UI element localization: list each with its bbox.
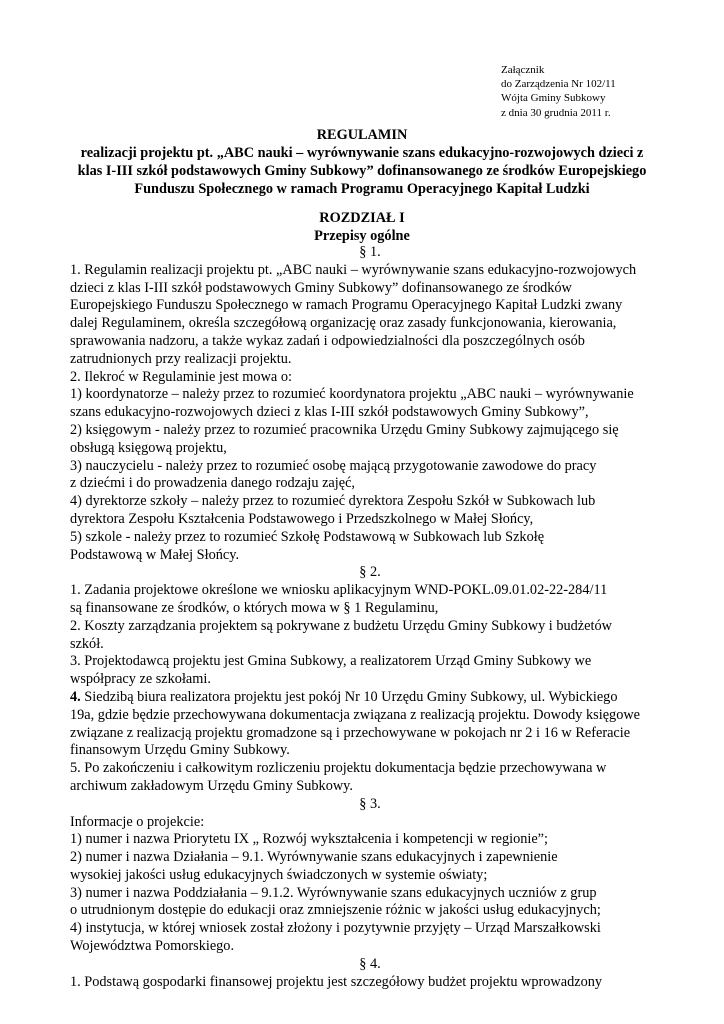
text-line: Podstawową w Małej Słońcy. xyxy=(70,546,240,563)
text-line: są finansowane ze środków, o których mowa w § 1 Regulaminu, xyxy=(70,599,439,616)
text-line: 2) księgowym - należy przez to rozumieć pracownika Urzędu Gminy Subkowy zajmującego się xyxy=(70,421,619,438)
text-line: 1) numer i nazwa Priorytetu IX „ Rozwój wykształcenia i kompetencji w regionie”; xyxy=(70,831,548,848)
text-line: zatrudnionych przy realizacji projektu. xyxy=(70,350,292,367)
document-subtitle-line: Funduszu Społecznego w ramach Programu Operacyjnego Kapitał Ludzki xyxy=(134,181,590,197)
text-line: 3) nauczycielu - należy przez to rozumieć osobę mającą przygotowanie zawodowe do pracy xyxy=(70,457,597,474)
text-line: sprawowania nadzoru, a także wykaz zadań i odpowiedzialności dla poszczególnych osób xyxy=(70,332,585,349)
text-line: 1. Regulamin realizacji projektu pt. „ABC nauki – wyrównywanie szans edukacyjno-rozwojowych xyxy=(70,261,637,278)
attachment-note xyxy=(501,63,616,120)
chapter-heading xyxy=(60,209,664,245)
attachment-line: Załącznik xyxy=(501,64,545,76)
section-marker: § 3. xyxy=(359,795,381,812)
text-line: 2. Ilekroć w Regulaminie jest mowa o: xyxy=(70,368,292,385)
document-subtitle-line: klas I-III szkół podstawowych Gminy Subkowy” dofinansowanego ze środków Europejskiego xyxy=(77,163,647,179)
section-marker: § 4. xyxy=(359,955,381,972)
text-line: Europejskiego Funduszu Społecznego w ramach Programu Operacyjnego Kapitał Ludzki zwany xyxy=(70,297,623,314)
text-line: dalej Regulaminem, określa szczegółową organizację oraz zasady funkcjonowania, kierowania, xyxy=(70,315,617,332)
text-line: Województwa Pomorskiego. xyxy=(70,938,235,955)
document-header xyxy=(60,126,664,198)
text-line: 1. Podstawą gospodarki finansowej projektu jest szczegółowy budżet projektu wprowadzony xyxy=(70,973,603,990)
text-line: 1. Zadania projektowe określone we wniosku aplikacyjnym WND-POKL.09.01.02-22-284/11 xyxy=(70,582,608,599)
text-line: dzieci z klas I-III szkół podstawowych Gminy Subkowy” dofinansowanego ze środków xyxy=(70,279,572,296)
text-line: archiwum zakładowym Urzędu Gminy Subkowy. xyxy=(70,777,353,794)
chapter-subtitle: Przepisy ogólne xyxy=(314,228,410,244)
text-line: o utrudnionym dostępie do edukacji oraz zmniejszenie różnic w jakości usług edukacyjnych; xyxy=(70,902,601,919)
text-line: szans edukacyjno-rozwojowych dzieci z klas I-III szkół podstawowych Gminy Subkowy”, xyxy=(70,404,589,421)
text-line: 1) koordynatorze – należy przez to rozumieć koordynatora projektu „ABC nauki – wyrównywanie xyxy=(70,386,634,403)
text-line: dyrektora Zespołu Kształcenia Podstawowego i Przedszkolnego w Małej Słońcy, xyxy=(70,510,534,527)
section-marker: § 1. xyxy=(359,244,381,260)
attachment-line: z dnia 30 grudnia 2011 r. xyxy=(501,106,611,119)
attachment-line: Wójta Gminy Subkowy xyxy=(501,92,606,105)
attachment-line: do Zarządzenia Nr 102/11 xyxy=(501,78,616,91)
text-line: współpracy ze szkołami. xyxy=(70,671,211,688)
text-line: wysokiej jakości usług edukacyjnych świadczonych w systemie oświaty; xyxy=(70,866,488,883)
text-line: 2. Koszty zarządzania projektem są pokrywane z budżetu Urzędu Gminy Subkowy i budżetów xyxy=(70,617,612,634)
chapter-title: ROZDZIAŁ I xyxy=(319,210,405,226)
text-line: finansowym Urzędu Gminy Subkowy. xyxy=(70,742,290,759)
item-number: 4. xyxy=(70,688,81,705)
section-marker: § 2. xyxy=(359,564,381,581)
document-title: REGULAMIN xyxy=(316,127,408,143)
text-line: 3. Projektodawcą projektu jest Gmina Subkowy, a realizatorem Urząd Gminy Subkowy we xyxy=(70,653,592,670)
text-line: 19a, gdzie będzie przechowywana dokumentacja związana z realizacją projektu. Dowody księgowe xyxy=(70,706,641,723)
text-line: Informacje o projekcie: xyxy=(70,813,205,830)
text-line: 4) dyrektorze szkoły – należy przez to rozumieć dyrektora Zespołu Szkół w Subkowach lub xyxy=(70,493,596,510)
text-line: szkół. xyxy=(70,635,104,652)
text-line: 5) szkole - należy przez to rozumieć Szkołę Podstawową w Subkowach lub Szkołę xyxy=(70,528,545,545)
text-line xyxy=(70,689,670,707)
text-line: 2) numer i nazwa Działania – 9.1. Wyrównywanie szans edukacyjnych i zapewnienie xyxy=(70,849,558,866)
text-line: z dziećmi i do prowadzenia danego rodzaju zajęć, xyxy=(70,475,356,492)
text-line: 5. Po zakończeniu i całkowitym rozliczeniu projektu dokumentacja będzie przechowywana w xyxy=(70,760,607,777)
text-line-rest: Siedzibą biura realizatora projektu jest pokój Nr 10 Urzędu Gminy Subkowy, ul. Wybickiego xyxy=(80,688,618,705)
text-line: 4) instytucja, w której wniosek został złożony i pozytywnie przyjęty – Urząd Marszałkowski xyxy=(70,920,601,937)
text-line: obsługą księgową projektu, xyxy=(70,439,227,456)
text-line: związane z realizacją projektu gromadzone są i przechowywane w pokojach nr 2 i 16 w Referacie xyxy=(70,724,631,741)
document-subtitle-line: realizacji projektu pt. „ABC nauki – wyrównywanie szans edukacyjno-rozwojowych dzieci z xyxy=(80,145,644,161)
document-body xyxy=(70,244,670,991)
text-line: 3) numer i nazwa Poddziałania – 9.1.2. Wyrównywanie szans edukacyjnych uczniów z grup xyxy=(70,884,597,901)
